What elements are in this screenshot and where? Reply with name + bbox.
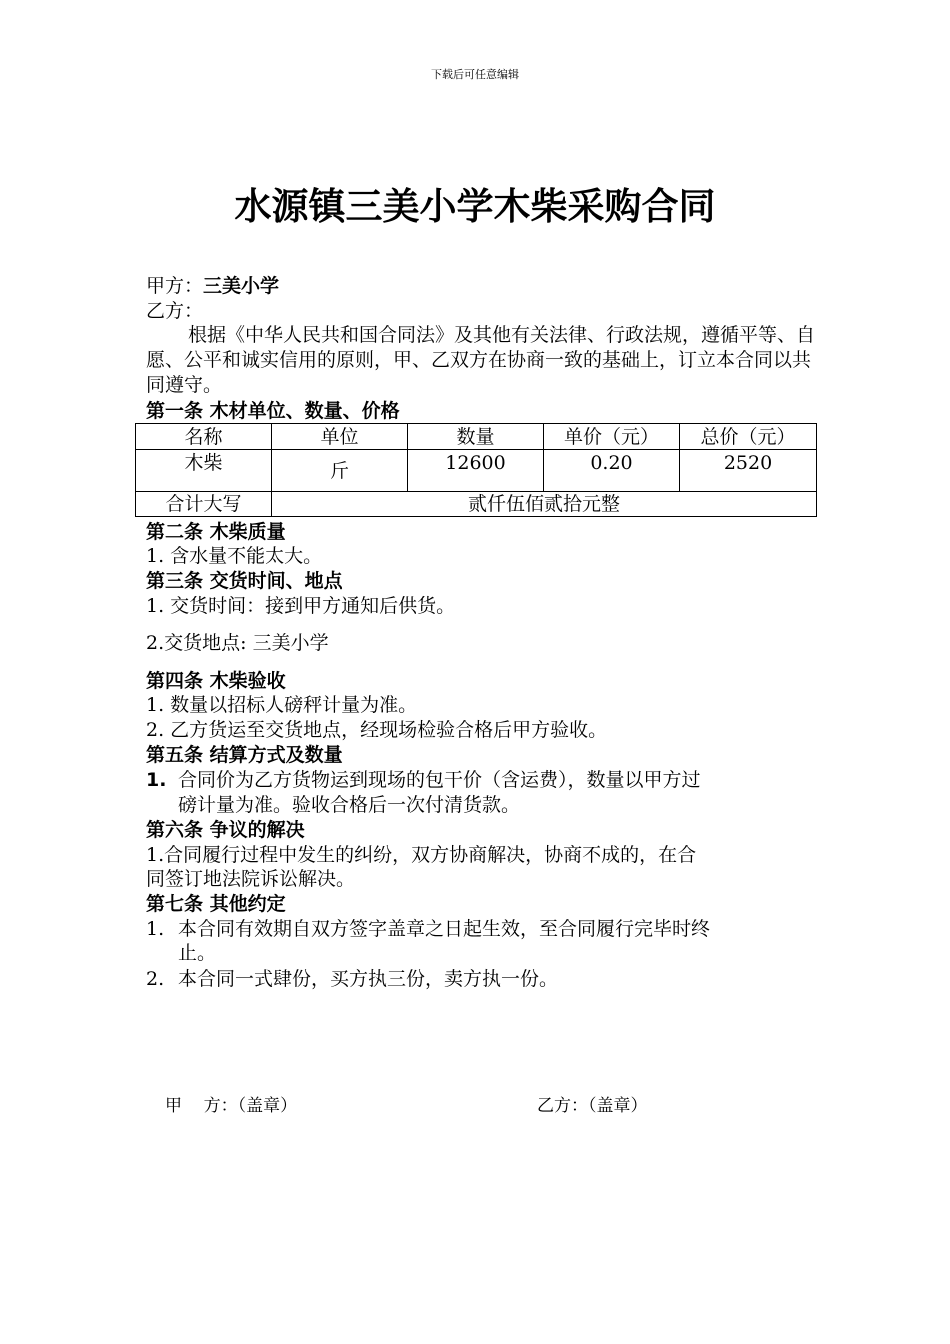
header-cell-name: 名称 xyxy=(136,424,272,450)
article-6-line-2: 同签订地法院诉讼解决。 xyxy=(146,868,356,890)
article-7-item-1-number: 1. xyxy=(146,918,165,940)
article-5-item-line-1: 合同价为乙方货物运到现场的包干价（含运费），数量以甲方过 xyxy=(178,769,701,791)
signature-party-a: 甲 方：（盖章） xyxy=(165,1096,298,1116)
cell-quantity: 12600 xyxy=(408,450,544,492)
article-7-item-1-line-2: 止。 xyxy=(178,942,217,964)
article-6-line-1: 1.合同履行过程中发生的纠纷，双方协商解决，协商不成的，在合 xyxy=(146,844,697,866)
article-1-title: 第一条 木材单位、数量、价格 xyxy=(146,400,400,422)
cell-unit-price: 0.20 xyxy=(544,450,680,492)
party-b-line xyxy=(146,299,203,323)
party-a-line xyxy=(146,274,279,298)
article-7-title: 第七条 其他约定 xyxy=(146,893,286,915)
article-2-title: 第二条 木柴质量 xyxy=(146,521,286,543)
article-7-item-2-number: 2. xyxy=(146,968,165,990)
article-5-title: 第五条 结算方式及数量 xyxy=(146,744,343,766)
article-3-item-1: 1. 交货时间：接到甲方通知后供货。 xyxy=(146,595,456,617)
article-3-item-2: 2.交货地点: 三美小学 xyxy=(146,632,329,654)
table-header-row xyxy=(136,424,817,450)
cell-unit: 斤 xyxy=(272,450,408,492)
document-title: 水源镇三美小学木柴采购合同 xyxy=(234,185,716,228)
table-total-row xyxy=(136,492,817,517)
table-row xyxy=(136,450,817,492)
cell-total-price: 2520 xyxy=(680,450,817,492)
header-cell-quantity: 数量 xyxy=(408,424,544,450)
party-a-label: 甲方： xyxy=(146,275,204,297)
article-3-title: 第三条 交货时间、地点 xyxy=(146,570,343,592)
article-7-item-1-line-1: 本合同有效期自双方签字盖章之日起生效，至合同履行完毕时终 xyxy=(178,918,711,940)
cell-name: 木柴 xyxy=(136,450,272,492)
intro-paragraph: 根据《中华人民共和国合同法》及其他有关法律、行政法规，遵循平等、自愿、公平和诚实信用的原则，甲、乙双方在协商一致的基础上，订立本合同以共同遵守。 xyxy=(146,324,816,396)
article-4-item-1: 1. 数量以招标人磅秤计量为准。 xyxy=(146,694,418,716)
header-cell-unit-price: 单价（元） xyxy=(544,424,680,450)
article-4-item-2: 2. 乙方货运至交货地点，经现场检验合格后甲方验收。 xyxy=(146,719,608,741)
article-4-title: 第四条 木柴验收 xyxy=(146,670,286,692)
party-b-label: 乙方： xyxy=(146,300,204,322)
signature-party-b: 乙方：（盖章） xyxy=(537,1096,648,1116)
header-cell-total-price: 总价（元） xyxy=(680,424,817,450)
total-label-cell: 合计大写 xyxy=(136,492,272,517)
article-7-item-2-text: 本合同一式肆份，买方执三份，卖方执一份。 xyxy=(178,968,559,990)
article-2-item-1: 1. 含水量不能太大。 xyxy=(146,545,323,567)
price-table xyxy=(135,423,817,517)
total-value-cell: 贰仟伍佰贰拾元整 xyxy=(272,492,817,517)
article-6-title: 第六条 争议的解决 xyxy=(146,819,305,841)
party-a-value: 三美小学 xyxy=(203,275,280,297)
article-5-item-line-2: 磅计量为准。验收合格后一次付清货款。 xyxy=(178,794,521,816)
header-cell-unit: 单位 xyxy=(272,424,408,450)
article-5-item-number: 1. xyxy=(146,769,167,791)
header-note: 下载后可任意编辑 xyxy=(431,68,519,81)
